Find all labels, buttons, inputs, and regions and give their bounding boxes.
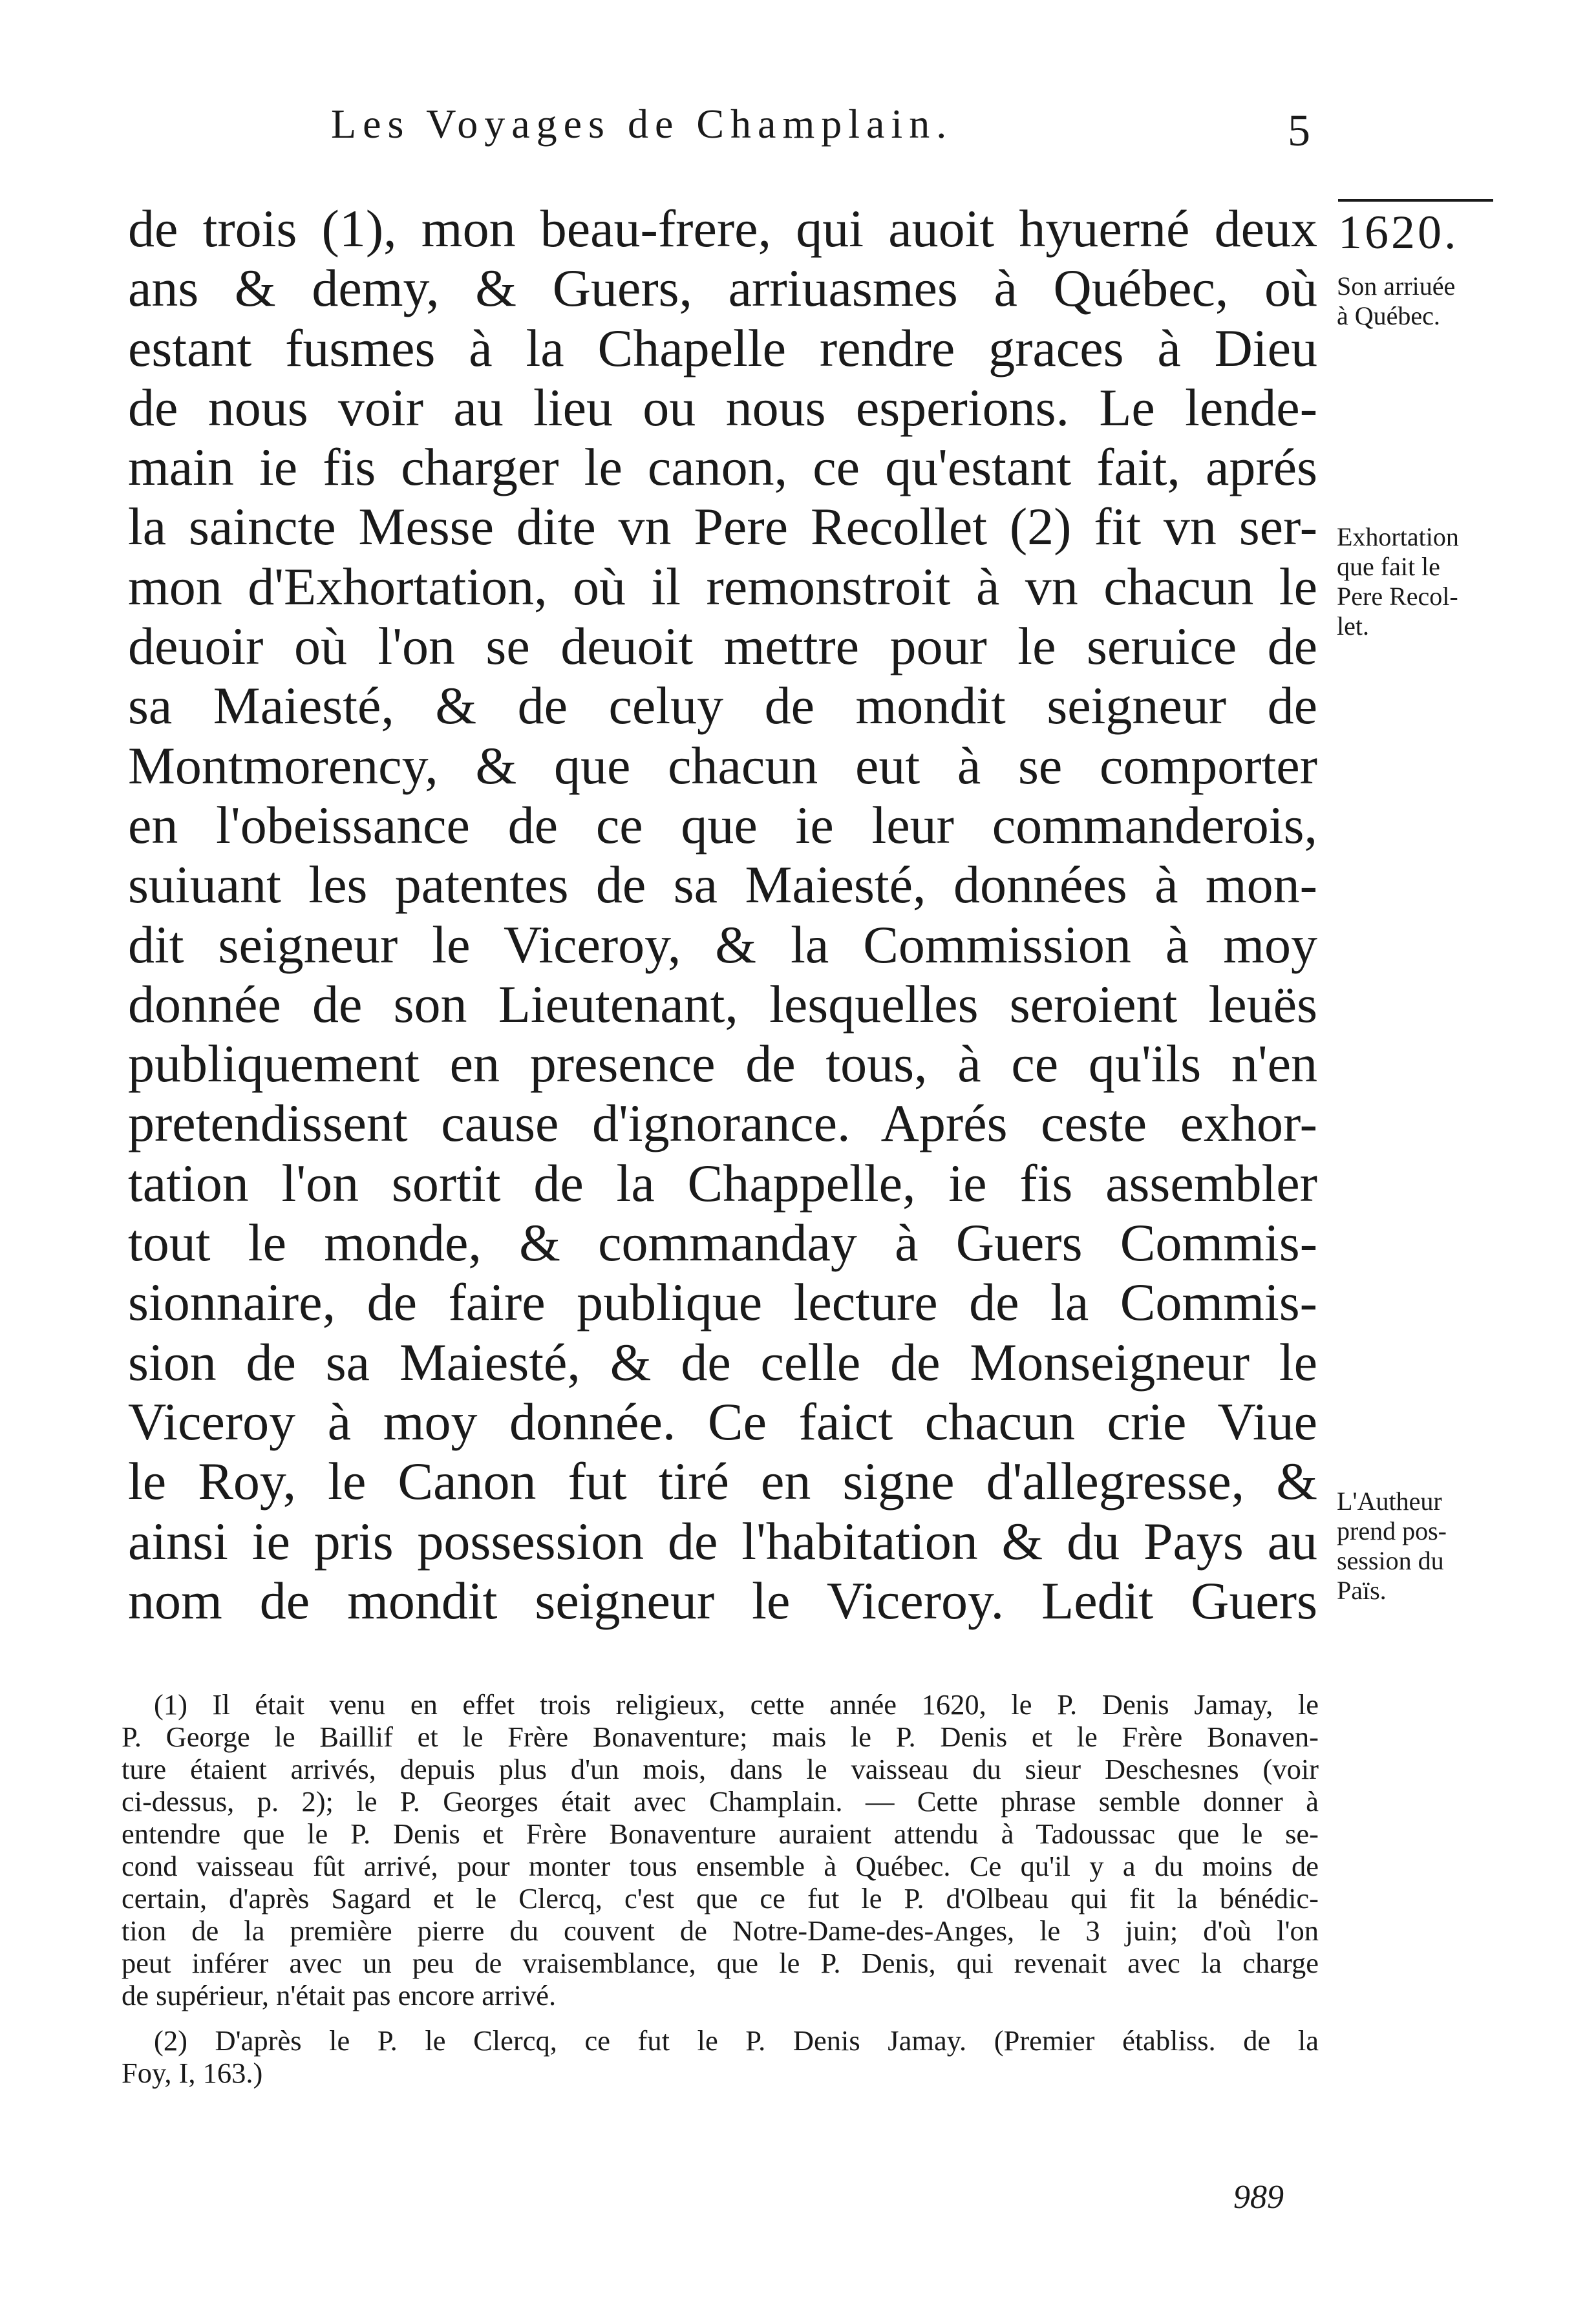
body-line: publiquement en presence de tous, à ce qu'ils n'en [128, 1034, 1317, 1094]
footnote-line: (2) D'après le P. le Clercq, ce fut le P. Denis Jamay. (Premier établiss. de la [154, 2024, 1319, 2057]
footnote-line: Foy, I, 163.) [122, 2057, 263, 2089]
footnotes [122, 1688, 1319, 2102]
footnote-line: cond vaisseau fût arrivé, pour monter tous ensemble à Québec. Ce qu'il y a du moins de [122, 1850, 1319, 1882]
footnote-line: P. George le Baillif et le Frère Bonaventure; mais le P. Denis et le Frère Bonaven- [122, 1721, 1319, 1753]
body-line: deuoir où l'on se deuoit mettre pour le seruice de [128, 617, 1317, 676]
body-line: sa Maiesté, & de celuy de mondit seigneur de [128, 676, 1317, 736]
footnote-line: peut inférer avec un peu de vraisemblance, que le P. Denis, qui revenait avec la charge [122, 1947, 1319, 1979]
body-line: ans & demy, & Guers, arriuasmes à Québec, où [128, 259, 1317, 318]
body-line: main ie fis charger le canon, ce qu'estant fait, aprés [128, 438, 1317, 497]
body-line: Viceroy à moy donnée. Ce faict chacun crie Viue [128, 1392, 1317, 1451]
body-line: donnée de son Lieutenant, lesquelles seroient leuës [128, 974, 1317, 1034]
margin-note-possession: L'Autheur prend pos- session du Païs. [1337, 1487, 1447, 1605]
margin-note-arrival: Son arriuée à Québec. [1337, 271, 1456, 330]
body-line: dit seigneur le Viceroy, & la Commission à moy [128, 915, 1317, 974]
body-line: mon d'Exhortation, où il remonstroit à vn chacun le [128, 557, 1317, 616]
body-line: tation l'on sortit de la Chappelle, ie fis assembler [128, 1153, 1317, 1213]
running-title: Les Voyages de Champlain. [331, 101, 953, 147]
body-line: pretendissent cause d'ignorance. Aprés ceste exhor- [128, 1094, 1317, 1153]
body-line: ainsi ie pris possession de l'habitation & du Pays au [128, 1511, 1317, 1571]
margin-year: 1620. [1338, 199, 1493, 262]
page-number: 5 [1288, 106, 1310, 156]
margin-note-exhortation: Exhortation que fait le Pere Recol- let. [1337, 522, 1459, 641]
footnote-line: ci-dessus, p. 2); le P. Georges était avec Champlain. — Cette phrase semble donner à [122, 1785, 1319, 1818]
footnote-line: de supérieur, n'était pas encore arrivé. [122, 1979, 557, 2011]
footnote-line: certain, d'après Sagard et le Clercq, c'est que ce fut le P. d'Olbeau qui fit la bénédic- [122, 1882, 1319, 1914]
body-line: la saincte Messe dite vn Pere Recollet (2) fit vn ser- [128, 497, 1317, 557]
footnote-line: entendre que le P. Denis et Frère Bonaventure auraient attendu à Tadoussac que le se- [122, 1818, 1319, 1850]
body-line: de nous voir au lieu ou nous esperions. Le lende- [128, 377, 1317, 437]
footnote-1 [122, 1688, 1319, 2011]
body-line: de trois (1), mon beau-frere, qui auoit hyuerné deux [128, 199, 1317, 258]
body-line: nom de mondit seigneur le Viceroy. Ledit Guers [128, 1571, 1317, 1630]
body-line: suiuant les patentes de sa Maiesté, données à mon- [128, 855, 1317, 915]
sheet-stamp: 989 [1233, 2179, 1284, 2216]
body-line: sionnaire, de faire publique lecture de la Commis- [128, 1273, 1317, 1332]
footnote-line: tion de la première pierre du couvent de Notre-Dame-des-Anges, le 3 juin; d'où l'on [122, 1914, 1319, 1947]
footnote-2 [122, 2024, 1319, 2089]
body-line: en l'obeissance de ce que ie leur commanderois, [128, 795, 1317, 854]
footnote-line: (1) Il était venu en effet trois religieux, cette année 1620, le P. Denis Jamay, le [154, 1688, 1319, 1721]
body-line: tout le monde, & commanday à Guers Commis- [128, 1213, 1317, 1273]
body-text [128, 199, 1317, 1631]
footnote-line: ture étaient arrivés, depuis plus d'un mois, dans le vaisseau du sieur Deschesnes (voir [122, 1753, 1319, 1785]
body-line: le Roy, le Canon fut tiré en signe d'allegresse, & [128, 1452, 1317, 1511]
body-line: sion de sa Maiesté, & de celle de Monseigneur le [128, 1332, 1317, 1392]
body-line: Montmorency, & que chacun eut à se comporter [128, 736, 1317, 795]
body-line: estant fusmes à la Chapelle rendre graces à Dieu [128, 318, 1317, 377]
